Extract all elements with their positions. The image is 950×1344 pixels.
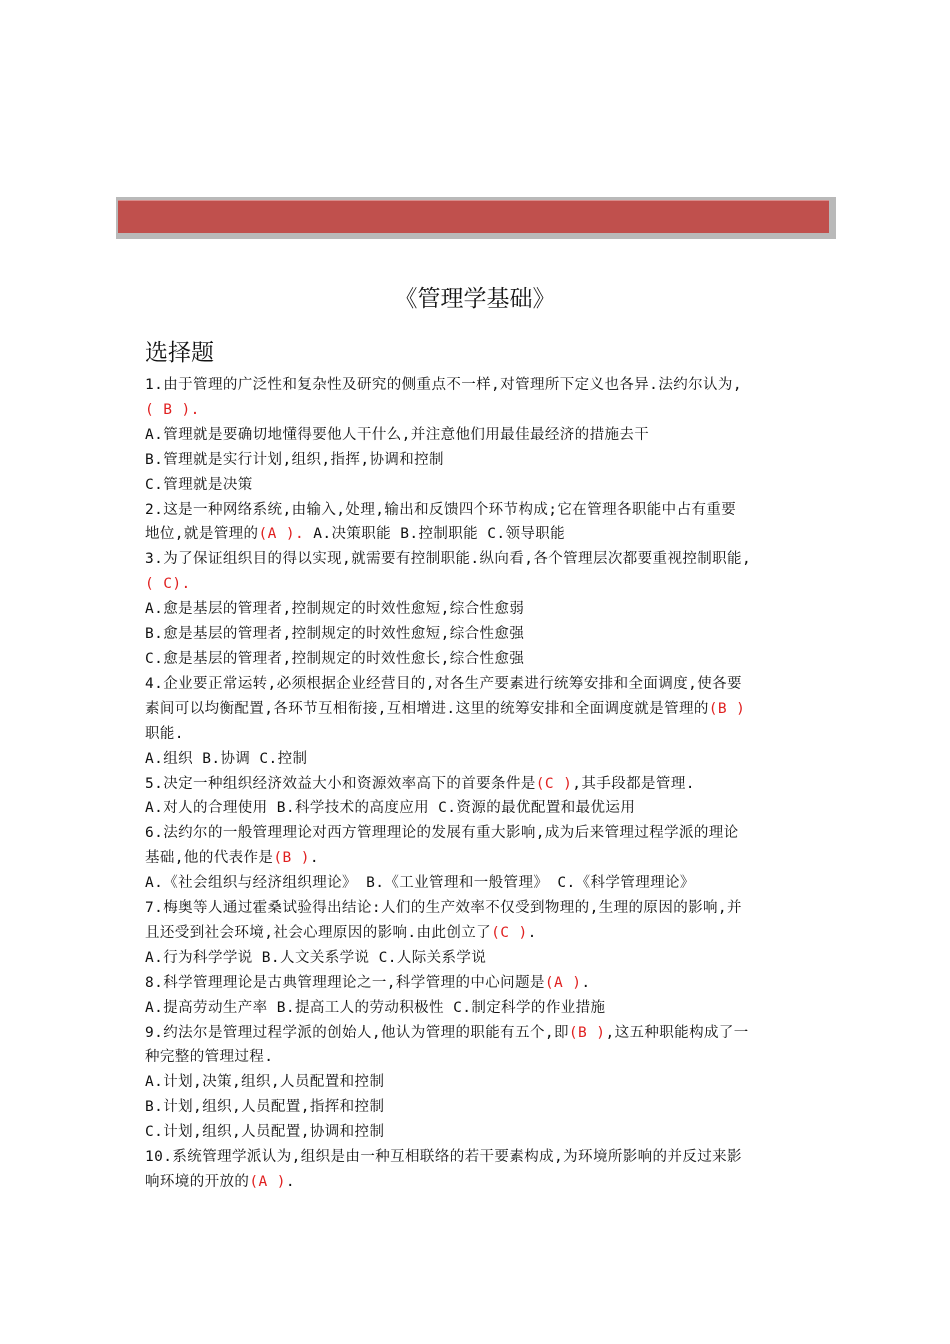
text-segment: 职能. xyxy=(145,725,184,742)
text-segment: 3.为了保证组织目的得以实现,就需要有控制职能.纵向看,各个管理层次都要重视控制职能, xyxy=(145,551,752,568)
text-line xyxy=(145,522,817,547)
text-segment: A.提高劳动生产率 B.提高工人的劳动积极性 C.制定科学的作业措施 xyxy=(145,999,606,1016)
text-segment: 8.科学管理理论是古典管理理论之一,科学管理的中心问题是 xyxy=(145,974,545,991)
text-line xyxy=(145,697,817,722)
text-segment: A.组织 B.协调 C.控制 xyxy=(145,750,308,767)
text-line xyxy=(145,1120,817,1145)
text-segment: C.愈是基层的管理者,控制规定的时效性愈长,综合性愈强 xyxy=(145,650,525,667)
text-segment: . xyxy=(527,924,537,941)
text-segment: 响环境的开放的 xyxy=(145,1174,250,1190)
text-segment: A.行为科学学说 B.人文关系学说 C.人际关系学说 xyxy=(145,949,487,966)
text-segment: 素间可以均衡配置,各环节互相衔接,互相增进.这里的统筹安排和全面调度就是管理的 xyxy=(145,700,709,717)
header-banner xyxy=(118,200,829,233)
text-line xyxy=(145,473,817,498)
text-line xyxy=(145,772,817,797)
answer-mark: (B ) xyxy=(708,700,746,717)
text-line xyxy=(145,796,817,821)
answer-mark: (C ) xyxy=(535,775,573,792)
text-segment: 1.由于管理的广泛性和复杂性及研究的侧重点不一样,对管理所下定义也各异.法约尔认为, xyxy=(145,377,742,393)
text-segment: . xyxy=(285,1174,295,1190)
text-line xyxy=(145,1045,817,1070)
text-segment: 地位,就是管理的 xyxy=(145,526,259,543)
text-line xyxy=(145,572,817,597)
text-line xyxy=(145,373,817,398)
text-segment: 5.决定一种组织经济效益大小和资源效率高下的首要条件是 xyxy=(145,775,536,792)
text-segment: 2.这是一种网络系统,由输入,处理,输出和反馈四个环节构成;它在管理各职能中占有重要 xyxy=(145,501,737,518)
answer-mark: (A ) xyxy=(249,1174,286,1190)
text-segment: 且还受到社会环境,社会心理原因的影响.由此创立了 xyxy=(145,924,492,941)
text-line xyxy=(145,622,817,647)
text-segment: 9.约法尔是管理过程学派的创始人,他认为管理的职能有五个,即 xyxy=(145,1024,569,1041)
answer-mark: (B ) xyxy=(273,850,310,867)
text-segment: 7.梅奥等人通过霍桑试验得出结论:人们的生产效率不仅受到物理的,生理的原因的影响,并 xyxy=(145,900,742,917)
text-segment: 10.系统管理学派认为,组织是由一种互相联络的若干要素构成,为环境所影响的并反过来影 xyxy=(145,1149,742,1166)
text-segment: . xyxy=(309,850,320,867)
answer-mark: ( C). xyxy=(145,576,191,593)
question-list xyxy=(145,373,817,1195)
text-segment: A.对人的合理使用 B.科学技术的高度应用 C.资源的最优配置和最优运用 xyxy=(145,800,636,817)
text-segment: A.决策职能 B.控制职能 C.领导职能 xyxy=(304,526,566,543)
text-segment: A.管理就是要确切地懂得要他人干什么,并注意他们用最佳最经济的措施去干 xyxy=(145,426,650,443)
text-segment: C.计划,组织,人员配置,协调和控制 xyxy=(145,1124,385,1141)
text-line xyxy=(145,672,817,697)
text-line xyxy=(145,423,817,448)
text-segment: ,这五种职能构成了一 xyxy=(605,1024,749,1041)
text-line xyxy=(145,498,817,523)
text-segment: B.计划,组织,人员配置,指挥和控制 xyxy=(145,1099,385,1116)
text-line xyxy=(145,747,817,772)
text-segment: C.管理就是决策 xyxy=(145,476,253,493)
text-segment: A.《社会组织与经济组织理论》 B.《工业管理和一般管理》 C.《科学管理理论》 xyxy=(145,875,695,892)
text-line xyxy=(145,722,817,747)
text-line xyxy=(145,1145,817,1170)
text-segment: 种完整的管理过程. xyxy=(145,1049,274,1066)
document-title: 《管理学基础》 xyxy=(394,286,556,312)
section-heading: 选择题 xyxy=(145,340,214,366)
answer-mark: (C ) xyxy=(491,924,528,941)
text-segment: B.管理就是实行计划,组织,指挥,协调和控制 xyxy=(145,451,444,468)
text-line xyxy=(145,821,817,846)
text-segment: A.愈是基层的管理者,控制规定的时效性愈短,综合性愈弱 xyxy=(145,601,525,618)
text-line xyxy=(145,1170,817,1195)
text-line xyxy=(145,1021,817,1046)
text-line xyxy=(145,996,817,1021)
text-line xyxy=(145,597,817,622)
text-line xyxy=(145,921,817,946)
text-line xyxy=(145,1095,817,1120)
text-segment: ,其手段都是管理. xyxy=(572,775,695,792)
text-segment: . xyxy=(581,974,591,991)
text-line xyxy=(145,846,817,871)
text-segment: 6.法约尔的一般管理理论对西方管理理论的发展有重大影响,成为后来管理过程学派的理论 xyxy=(145,825,739,842)
text-line xyxy=(145,971,817,996)
text-line xyxy=(145,448,817,473)
text-line xyxy=(145,1070,817,1095)
answer-mark: (A ) xyxy=(544,974,582,991)
text-line xyxy=(145,647,817,672)
text-line xyxy=(145,871,817,896)
answer-mark: ( B ). xyxy=(145,401,200,418)
text-segment: 4.企业要正常运转,必须根据企业经营目的,对各生产要素进行统筹安排和全面调度,使各要 xyxy=(145,675,742,692)
text-segment: A.计划,决策,组织,人员配置和控制 xyxy=(145,1074,385,1091)
text-line xyxy=(145,547,817,572)
text-segment: 基础,他的代表作是 xyxy=(145,850,274,867)
text-line xyxy=(145,946,817,971)
text-line xyxy=(145,398,817,423)
text-segment: B.愈是基层的管理者,控制规定的时效性愈短,综合性愈强 xyxy=(145,626,525,643)
answer-mark: (B ) xyxy=(568,1024,606,1041)
text-line xyxy=(145,896,817,921)
answer-mark: (A ). xyxy=(258,526,305,543)
